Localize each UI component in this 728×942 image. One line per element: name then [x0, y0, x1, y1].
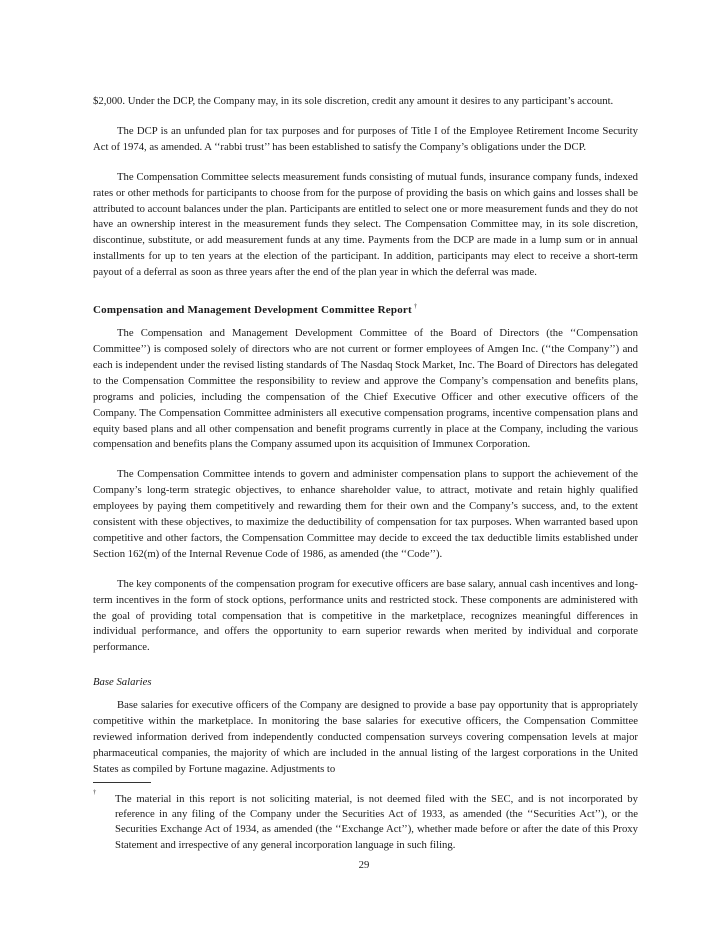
- paragraph-committee-intent: The Compensation Committee intends to govern and administer compensation plans to support the achievement of the Company’s long-term strategic objectives, to enhance shareholder value, to attract, motivate and retain highly qualified employees by paying them competitively and rewarding them for their own and the Company’s success, and, to the extent consistent with these objectives, to maximize the deductibility of compensation for tax purposes. When warranted based upon competitive and other factors, the Compensation Committee may decide to exceed the tax deductible limits established under Section 162(m) of the Internal Revenue Code of 1986, as amended (the ‘‘Code’’).: [93, 468, 638, 560]
- footnote-divider: [93, 782, 151, 783]
- paragraph-key-components: The key components of the compensation program for executive officers are base salary, annual cash incentives and long-term incentives in the form of stock options, performance units and restricted stock. These components are administered with the goal of providing total compensation that is competitive in the marketplace, recognizes meaningful differences in individual performance, and offers the opportunity to earn superior rewards when merited by individual and corporate performance.: [93, 577, 638, 654]
- heading-committee-report: [93, 299, 638, 318]
- heading-committee-report-text: Compensation and Management Development Committee Report: [93, 304, 412, 317]
- heading-base-salaries: Base Salaries: [93, 676, 152, 689]
- footnote-mark: †: [93, 788, 97, 796]
- dagger-mark: †: [413, 303, 418, 311]
- paragraph-dcp-credit: $2,000. Under the DCP, the Company may, in its sole discretion, credit any amount it desires to any participant’s account.: [93, 95, 614, 107]
- footnote-text: The material in this report is not soliciting material, is not deemed filed with the SEC, and is not incorporated by reference in any filing of the Company under the Securities Act of 1933, as amended (the ‘‘Securities Act’’), or the Securities Exchange Act of 1934, as amended (the ‘‘Exchange Act’’), whether made before or after the date of this Proxy Statement and irrespective of any general incorporation language in such filing.: [115, 792, 638, 851]
- document-page: [93, 94, 638, 853]
- footnote: [93, 788, 638, 853]
- paragraph-dcp-unfunded: The DCP is an unfunded plan for tax purposes and for purposes of Title I of the Employee Retirement Income Security Act of 1974, as amended. A ‘‘rabbi trust’’ has been established to satisfy the Company’s obligations under the DCP.: [93, 124, 638, 153]
- page-number: 29: [358, 859, 370, 871]
- paragraph-measurement-funds: The Compensation Committee selects measurement funds consisting of mutual funds, insurance company funds, indexed rates or other methods for participants to choose from for the purpose of providing the basis on which gains and losses shall be attributed to account balances under the plan. Participants are entitled to select one or more measurement funds and they do not have an ownership interest in the measurement funds they select. The Compensation Committee may, in its sole discretion, discontinue, substitute, or add measurement funds at any time. Payments from the DCP are made in a lump sum or in annual installments for up to ten years at the election of the participant. In addition, participants may elect to receive a short-term payout of a deferral as soon as three years after the end of the plan year in which the deferral was made.: [93, 170, 638, 279]
- paragraph-base-salaries: Base salaries for executive officers of the Company are designed to provide a base pay opportunity that is appropriately competitive within the marketplace. In monitoring the base salaries for executive officers, the Compensation Committee reviewed information derived from independently conducted compensation surveys covering compensation levels at major pharmaceutical companies, the majority of which are included in the annual listing of the largest corporations in the United States as compiled by Fortune magazine. Adjustments to: [93, 699, 638, 775]
- paragraph-committee-composition: The Compensation and Management Development Committee of the Board of Directors (the ‘‘Compensation Committee’’) is composed solely of directors who are not current or former employees of Amgen Inc. (‘‘the Company’’) and each is independent under the revised listing standards of The Nasdaq Stock Market, Inc. The Board of Directors has delegated to the Compensation Committee the responsibility to review and approve the Company’s compensation and benefits plans, programs and policies, including the compensation of the Chief Executive Officer and other executive officers of the Company. The Compensation Committee administers all executive compensation programs, incentive compensation plans and equity based plans and all other compensation and benefit programs currently in place at the Company, including the various compensation and benefits plans the Company assumed upon its acquisition of Immunex Corporation.: [93, 327, 638, 451]
